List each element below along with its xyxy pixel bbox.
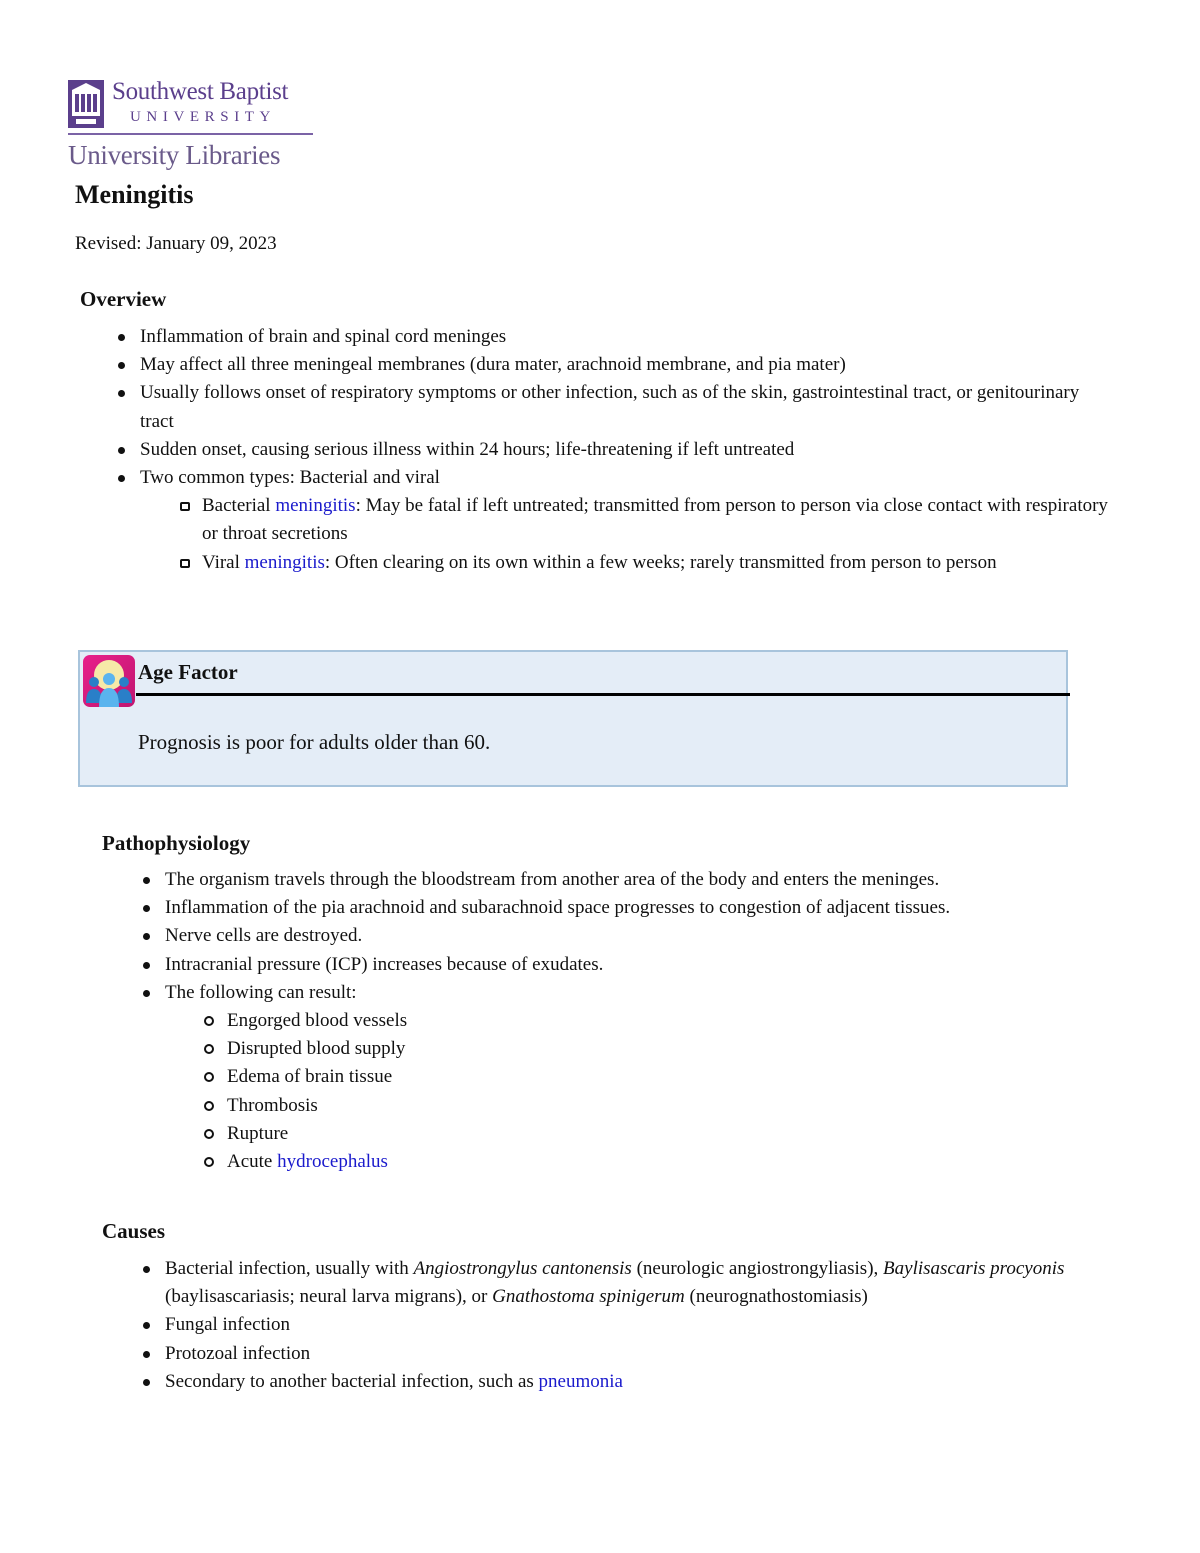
logo-libraries-name: University Libraries [68,140,281,170]
logo-university-name: Southwest Baptist [112,78,289,105]
callout-text: Prognosis is poor for adults older than 60. [138,730,491,754]
callout-divider [136,693,1070,696]
list-item [202,492,1115,548]
list-item: Edema of brain tissue [227,1063,1125,1091]
list-item-text: (baylisascariasis; neural larva migrans), or [165,1286,493,1308]
list-item: Disrupted blood supply [227,1035,1125,1063]
list-item: Usually follows onset of respiratory symptoms or other infection, such as of the skin, gastrointestinal tract, or genitourinary tract [140,379,1115,435]
meningitis-link[interactable]: meningitis [244,551,325,573]
university-logo [68,78,318,176]
list-item [202,549,1115,577]
list-item: May affect all three meningeal membranes (dura mater, arachnoid membrane, and pia mater) [140,351,1115,379]
list-item-text: : May be fatal if left untreated; transmitted from person to person via close contact with respiratory or throat secretions [202,495,1108,545]
list-item-text: Bacterial [202,495,276,517]
organism-name: Gnathostoma spinigerum [492,1286,685,1308]
university-seal-icon [68,80,104,128]
list-item: Inflammation of the pia arachnoid and subarachnoid space progresses to congestion of adjacent tissues. [165,894,1125,922]
list-item: Intracranial pressure (ICP) increases because of exudates. [165,951,1125,979]
revised-date: Revised: January 09, 2023 [75,233,277,254]
organism-name: Angiostrongylus cantonensis [413,1258,632,1279]
overview-heading: Overview [80,287,167,311]
list-item: Nerve cells are destroyed. [165,922,1125,950]
list-item: Rupture [227,1120,1125,1148]
meningitis-link[interactable]: meningitis [275,495,356,517]
list-item-text: (neurognathostomiasis) [684,1286,868,1308]
list-item: Inflammation of brain and spinal cord meninges [140,323,1115,351]
list-item: Thrombosis [227,1092,1125,1120]
list-item-text: Two common types: Bacterial and viral [140,467,440,489]
list-item-text: Viral [202,551,245,573]
list-item [165,1255,1125,1311]
causes-heading: Causes [102,1219,166,1243]
list-item: Protozoal infection [165,1340,1125,1368]
list-item: Sudden onset, causing serious illness within 24 hours; life-threatening if left untreated [140,436,1115,464]
list-item: Fungal infection [165,1311,1125,1339]
organism-name: Baylisascaris procyonis [883,1258,1065,1279]
list-item [227,1148,1125,1176]
logo-university-subtitle: UNIVERSITY [130,109,276,125]
list-item-text: Acute [227,1151,278,1173]
people-group-icon [83,655,135,707]
hydrocephalus-link[interactable]: hydrocephalus [277,1151,388,1173]
age-factor-callout [78,650,1068,787]
list-item-text: (neurologic angiostrongyliasis), [631,1258,884,1279]
pathophysiology-heading: Pathophysiology [102,831,251,855]
list-item-text: The following can result: [165,981,357,1003]
overview-list [140,323,1115,577]
callout-title: Age Factor [138,660,238,684]
list-item-text: Bacterial infection, usually with [165,1258,414,1279]
list-item [165,1368,1125,1396]
list-item-text: Secondary to another bacterial infection, such as [165,1370,539,1392]
pneumonia-link[interactable]: pneumonia [538,1370,623,1392]
overview-sublist [140,492,1115,577]
pathophysiology-sublist [165,1007,1125,1176]
causes-list [165,1255,1125,1396]
list-item [165,979,1125,1176]
list-item-text: : Often clearing on its own within a few weeks; rarely transmitted from person to person [324,551,997,573]
list-item: Engorged blood vessels [227,1007,1125,1035]
list-item [140,464,1115,577]
page-title: Meningitis [75,180,194,209]
logo-divider [68,133,313,135]
pathophysiology-list [165,866,1125,1176]
list-item: The organism travels through the bloodstream from another area of the body and enters the meninges. [165,866,1125,894]
